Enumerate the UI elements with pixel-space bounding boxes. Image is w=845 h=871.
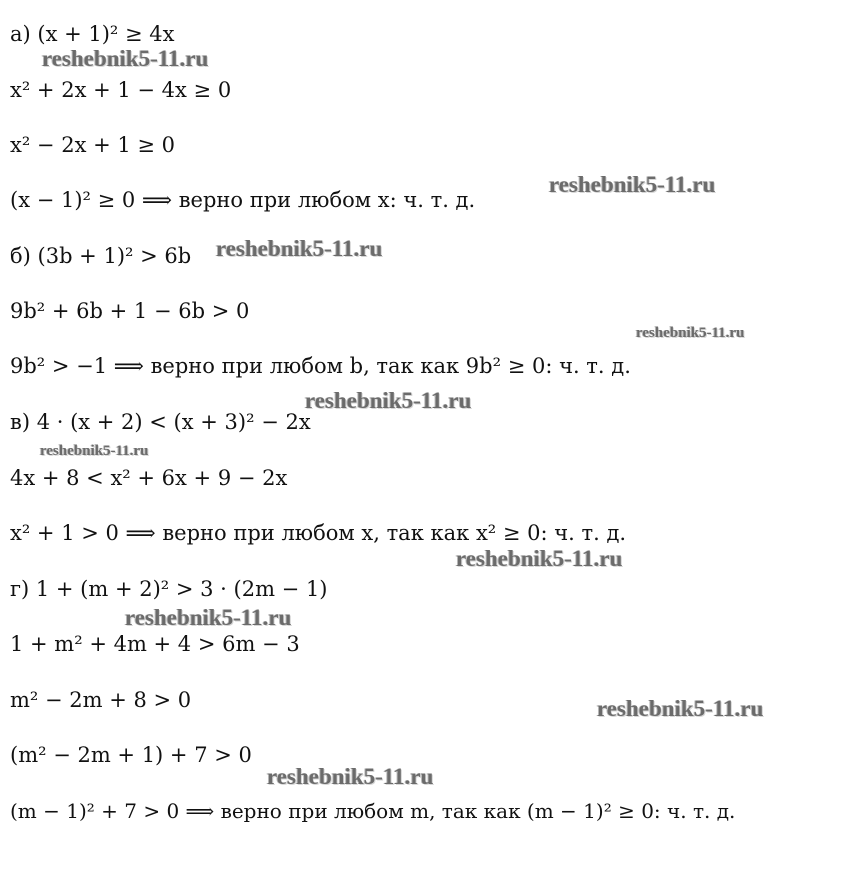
watermark: reshebnik5-11.ru bbox=[40, 443, 149, 459]
solution-line-d4: (m² − 2m + 1) + 7 > 0 bbox=[10, 743, 252, 767]
watermark: reshebnik5-11.ru bbox=[305, 388, 472, 413]
solution-line-a1: а) (x + 1)² ≥ 4x bbox=[10, 22, 175, 46]
solution-line-a4: (x − 1)² ≥ 0 ⟹ верно при любом x: ч. т. д. bbox=[10, 188, 476, 212]
solution-line-b2: 9b² + 6b + 1 − 6b > 0 bbox=[10, 299, 250, 323]
solution-line-c3: x² + 1 > 0 ⟹ верно при любом x, так как x² ≥ 0: ч. т. д. bbox=[10, 521, 627, 545]
watermark: reshebnik5-11.ru bbox=[597, 696, 764, 721]
watermark: reshebnik5-11.ru bbox=[216, 236, 383, 261]
solution-line-d2: 1 + m² + 4m + 4 > 6m − 3 bbox=[10, 632, 300, 656]
solution-line-d5: (m − 1)² + 7 > 0 ⟹ верно при любом m, так как (m − 1)² ≥ 0: ч. т. д. bbox=[10, 799, 736, 823]
solution-line-a2: x² + 2x + 1 − 4x ≥ 0 bbox=[10, 78, 232, 102]
watermark: reshebnik5-11.ru bbox=[456, 546, 623, 571]
solution-line-b1: б) (3b + 1)² > 6b bbox=[10, 244, 192, 268]
solution-line-d1: г) 1 + (m + 2)² > 3 · (2m − 1) bbox=[10, 577, 328, 601]
solution-line-c1: в) 4 · (x + 2) < (x + 3)² − 2x bbox=[10, 410, 311, 434]
watermark: reshebnik5-11.ru bbox=[636, 325, 745, 341]
watermark: reshebnik5-11.ru bbox=[549, 172, 716, 197]
solution-line-a3: x² − 2x + 1 ≥ 0 bbox=[10, 133, 176, 157]
watermark: reshebnik5-11.ru bbox=[125, 605, 292, 630]
solution-line-b3: 9b² > −1 ⟹ верно при любом b, так как 9b² ≥ 0: ч. т. д. bbox=[10, 354, 631, 378]
solution-line-c2: 4x + 8 < x² + 6x + 9 − 2x bbox=[10, 466, 288, 490]
solution-line-d3: m² − 2m + 8 > 0 bbox=[10, 688, 192, 712]
watermark: reshebnik5-11.ru bbox=[267, 764, 434, 789]
watermark: reshebnik5-11.ru bbox=[42, 46, 209, 71]
